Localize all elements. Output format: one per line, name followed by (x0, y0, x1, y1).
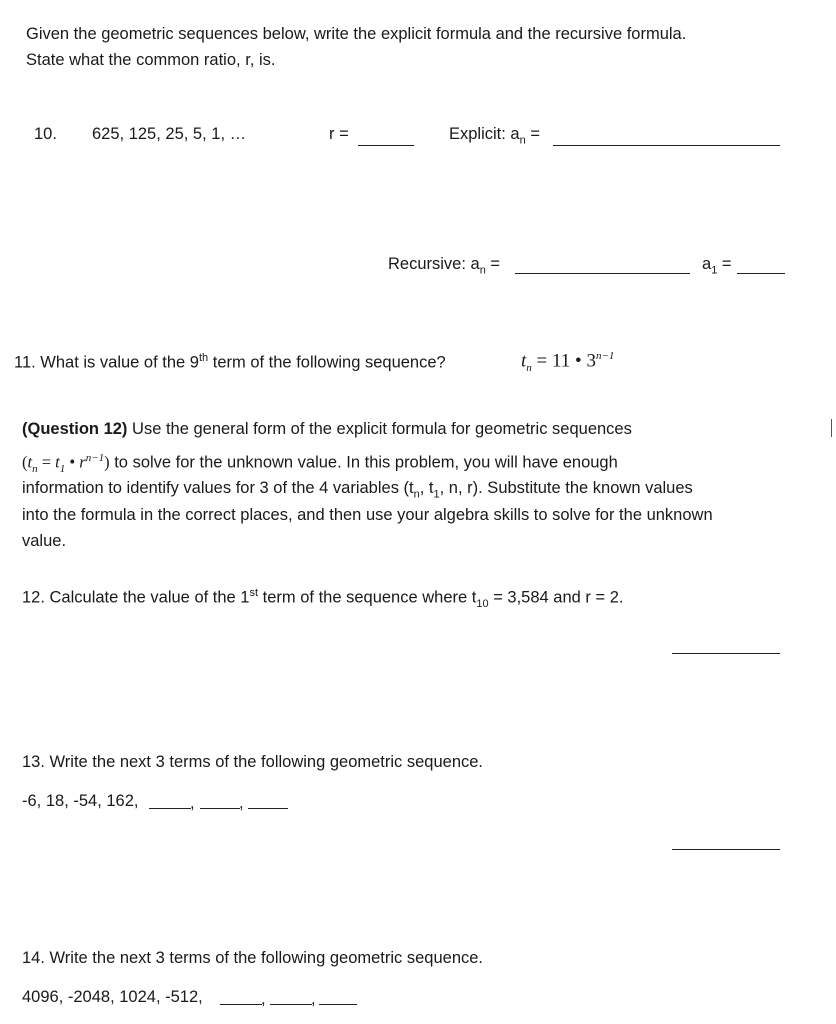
q10-recursive-blank[interactable] (515, 273, 690, 274)
q14-comma-2: , (311, 990, 316, 1008)
q13-prompt: 13. Write the next 3 terms of the following geometric sequence. (22, 753, 484, 771)
q14-sequence: 4096, -2048, 1024, -512, (22, 988, 203, 1006)
q10-explicit-label: Explicit: $a_n$ = (449, 125, 540, 147)
q13-comma-1: , (190, 794, 195, 812)
q14-prompt: 14. Write the next 3 terms of the following geometric sequence. (22, 949, 484, 967)
q10-sequence: 625, 125, 25, 5, 1, … (92, 125, 247, 143)
q13-blank-1[interactable] (149, 808, 191, 809)
q11-formula: $t_n = 11$ • $3^{n-1}$ (521, 350, 615, 375)
q10-r-blank[interactable] (358, 145, 414, 146)
q14-blank-2[interactable] (270, 1004, 312, 1005)
q12-intro-line-1: (Question 12) Use the general form of the explicit formula for geometric sequences (22, 420, 632, 438)
q13-answer-blank[interactable] (672, 849, 780, 850)
q13-sequence: -6, 18, -54, 162, (22, 792, 139, 810)
q10-r-label: r = (329, 125, 349, 143)
q12-intro-line-3: information to identify values for 3 of the 4 variables ($t_n$, $t_1$, n, r). Substitute the known values (22, 479, 693, 501)
q13-blank-3[interactable] (248, 808, 288, 809)
q13-comma-2: , (239, 794, 244, 812)
q10-a1-label: $a_1$ = (702, 255, 732, 277)
q13-blank-2[interactable] (200, 808, 240, 809)
q14-blank-3[interactable] (319, 1004, 357, 1005)
q10-recursive-label: Recursive: $a_n$ = (388, 255, 501, 277)
q14-comma-1: , (261, 990, 266, 1008)
q12-prompt: 12. Calculate the value of the 1st term of the sequence where $t_{10} = 3,584$ and r = 2. (22, 587, 624, 610)
q14-blank-1[interactable] (220, 1004, 262, 1005)
margin-mark (831, 419, 832, 437)
instructions-line-2: State what the common ratio, r, is. (26, 51, 276, 69)
q12-intro-line-2: ($t_n = t_1$ • $r^{n-1}$) to solve for the unknown value. In this problem, you will have enough (22, 452, 618, 475)
q11-prompt: 11. What is value of the 9th term of the following sequence? (14, 352, 446, 372)
q12-intro-line-4: into the formula in the correct places, and then use your algebra skills to solve for the unknown (22, 506, 713, 524)
q10-number: 10. (34, 125, 57, 143)
q10-explicit-blank[interactable] (553, 145, 780, 146)
q12-intro-line-5: value. (22, 532, 67, 550)
q12-answer-blank[interactable] (672, 653, 780, 654)
q10-a1-blank[interactable] (737, 273, 785, 274)
instructions-line-1: Given the geometric sequences below, write the explicit formula and the recursive formula. (26, 25, 687, 43)
